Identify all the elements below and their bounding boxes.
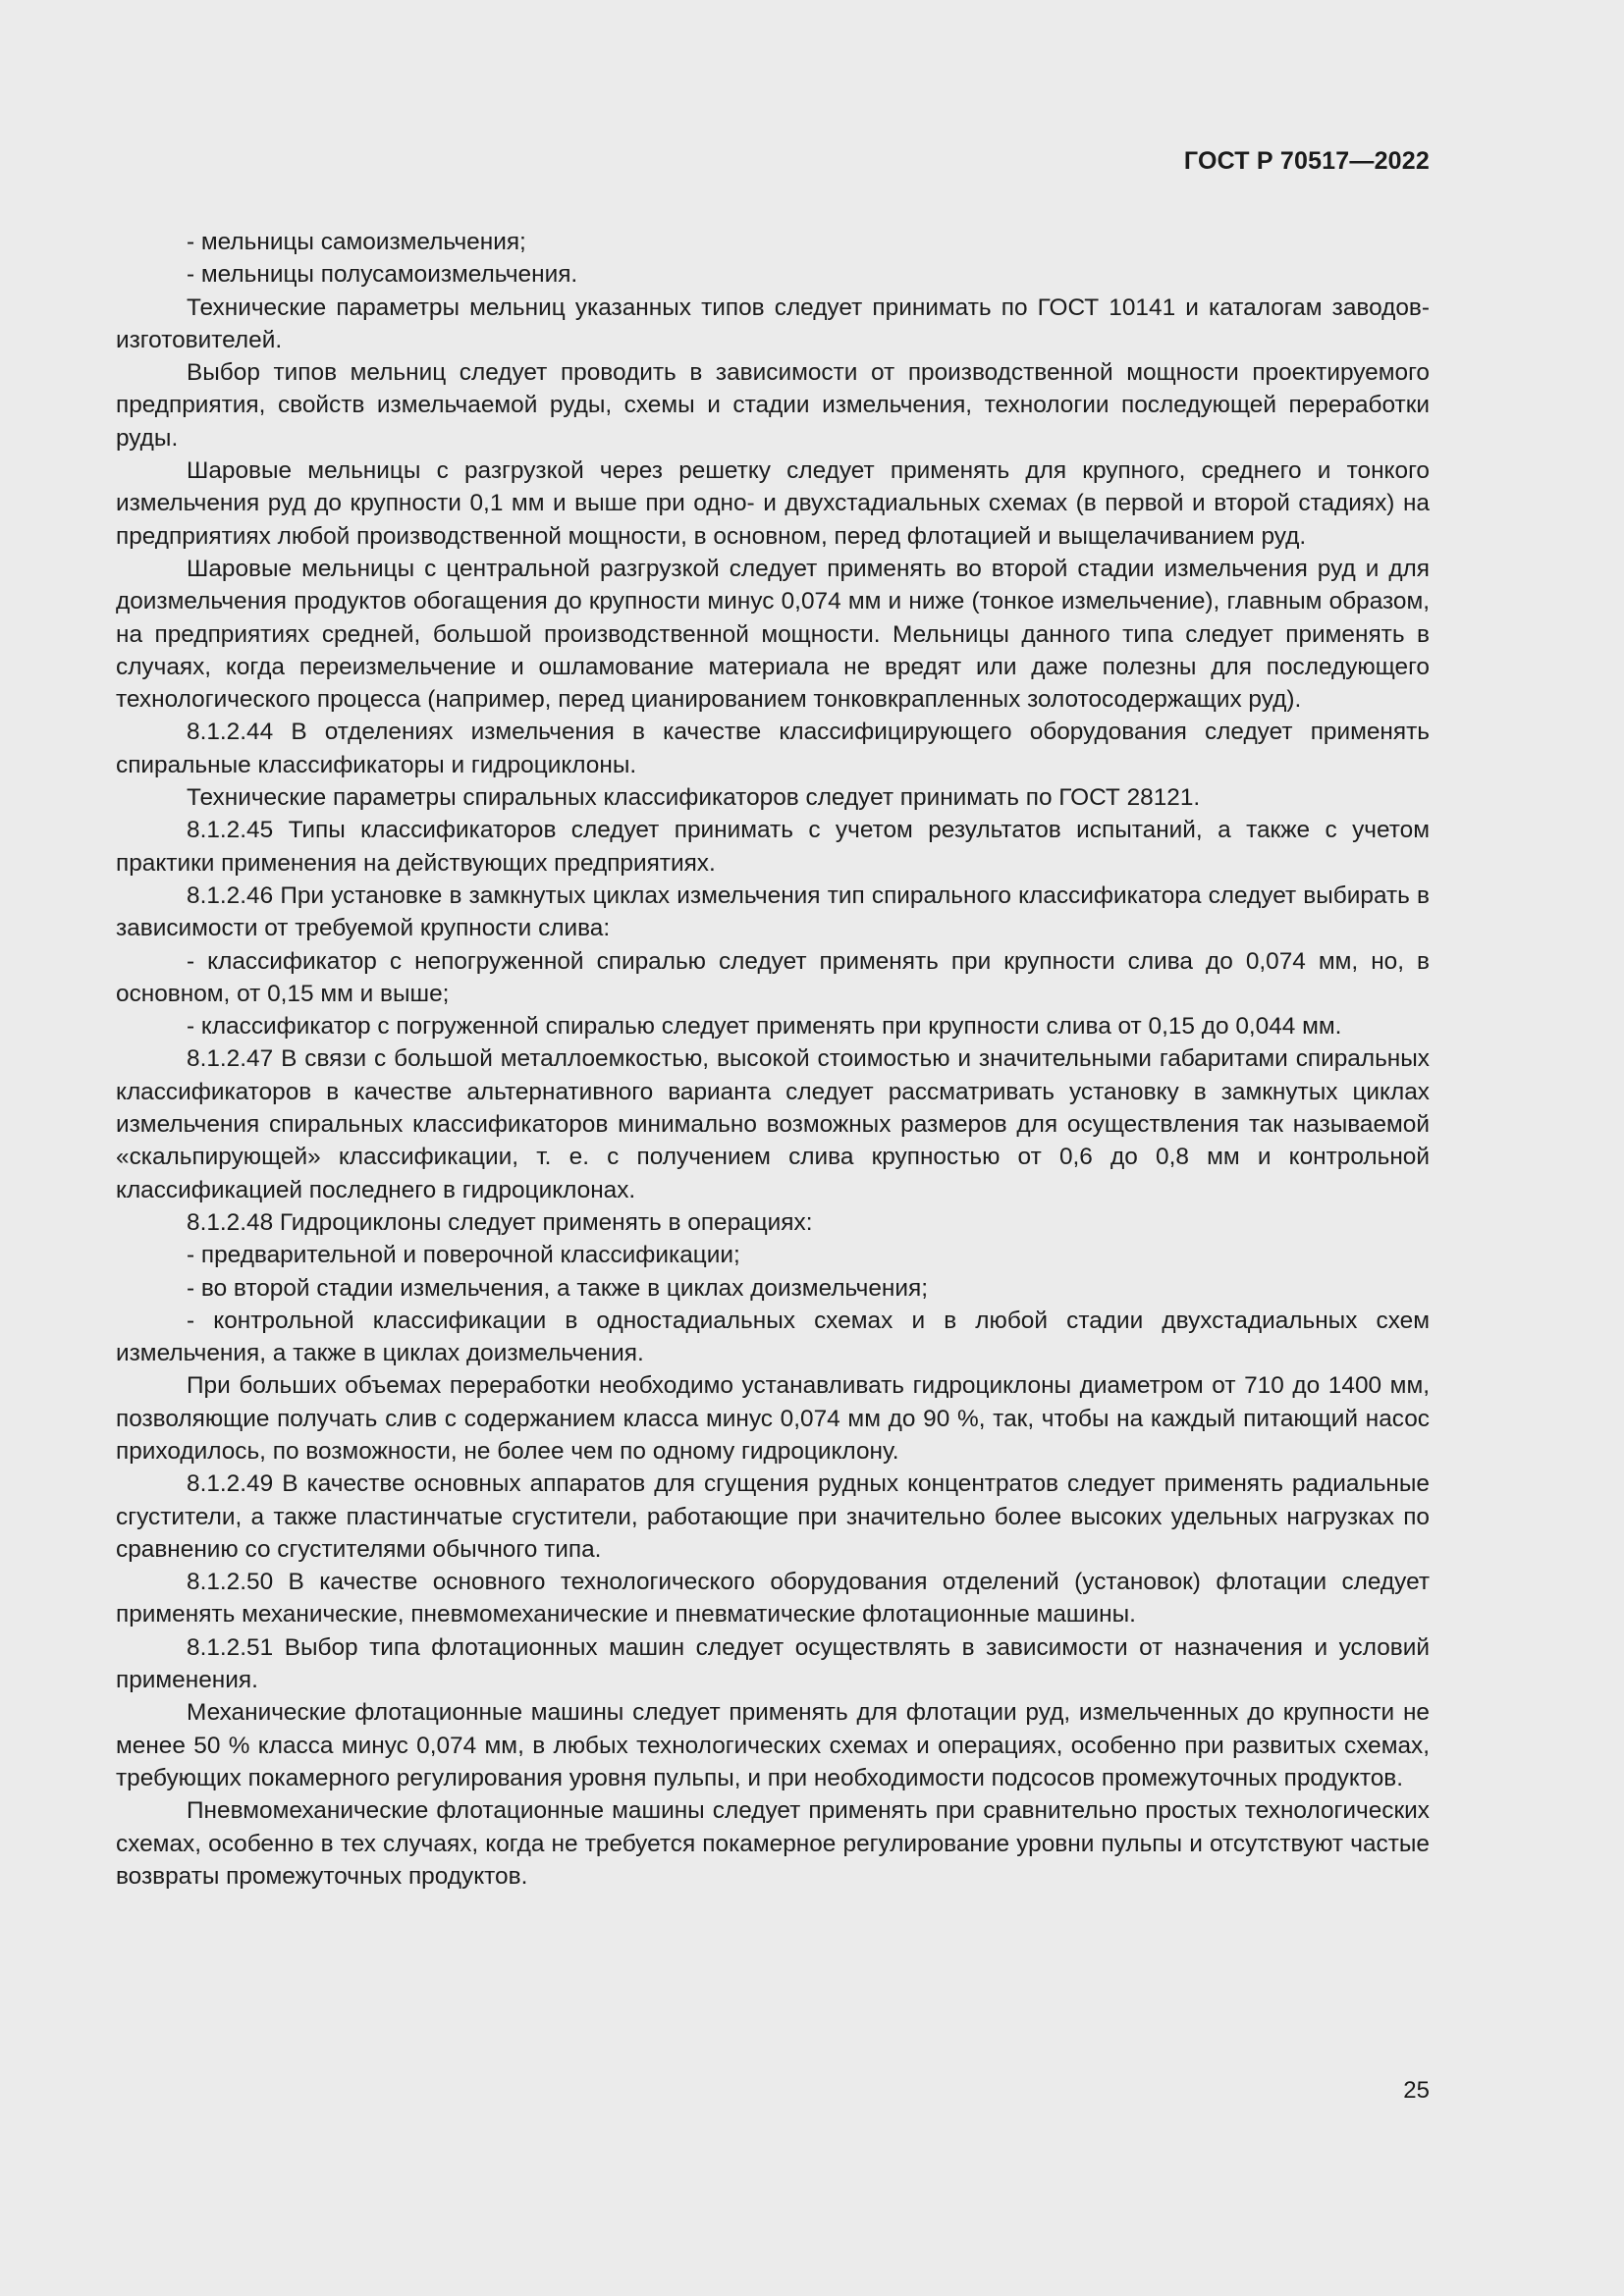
paragraph-17: - контрольной классификации в одностадиальных схемах и в любой стадии двухстадиальных схем измельчения, а также в циклах доизмельчения. — [116, 1307, 1430, 1367]
paragraph-19: 8.1.2.49 В качестве основных аппаратов для сгущения рудных концентратов следует применять радиальные сгустители, а также пластинчатые сгустители, работающие при значительно более высоких удельных нагрузках по сравнению со сгустителями обычного типа. — [116, 1470, 1430, 1563]
paragraph-14: 8.1.2.48 Гидроциклоны следует применять в операциях: — [187, 1208, 813, 1236]
paragraph-18: При больших объемах переработки необходимо устанавливать гидроциклоны диаметром от 710 до 1400 мм, позволяющие получать слив с содержанием класса минус 0,074 мм до 90 %, так, чтобы на каждый питающий насос приходилось, по возможности, не более чем по одному гидроциклону. — [116, 1372, 1430, 1465]
paragraph-21: 8.1.2.51 Выбор типа флотационных машин следует осуществлять в зависимости от назначения и условий применения. — [116, 1633, 1430, 1694]
paragraph-13: 8.1.2.47 В связи с большой металлоемкостью, высокой стоимостью и значительными габаритами спиральных классификаторов в качестве альтернативного варианта следует рассматривать установку в замкнутых циклах измельчения спиральных классификаторов минимально возможных размеров для осуществления так называемой «скальпирующей» классификации, т. е. с получением слива крупностью от 0,6 до 0,8 мм и контрольной классификацией последнего в гидроциклонах. — [116, 1045, 1430, 1203]
paragraph-1: - мельницы самоизмельчения; — [187, 229, 526, 255]
paragraph-4: Выбор типов мельниц следует проводить в зависимости от производственной мощности проектируемого предприятия, свойств измельчаемой руды, схемы и стадии измельчения, технологии последующей переработки руды. — [116, 359, 1430, 452]
paragraph-22: Механические флотационные машины следует применять для флотации руд, измельченных до крупности не менее 50 % класса минус 0,074 мм, в любых технологических схемах и операциях, особенно при развитых схемах, требующих покамерного регулирования уровня пульпы, и при необходимости подсосов промежуточных продуктов. — [116, 1699, 1430, 1791]
paragraph-23: Пневмомеханические флотационные машины следует применять при сравнительно простых технологических схемах, особенно в тех случаях, когда не требуется покамерное регулирование уровни пульпы и отсутствуют частые возвраты промежуточных продуктов. — [116, 1797, 1430, 1890]
paragraph-8: Технические параметры спиральных классификаторов следует принимать по ГОСТ 28121. — [187, 784, 1201, 812]
paragraph-3: Технические параметры мельниц указанных типов следует принимать по ГОСТ 10141 и каталогам заводов-изготовителей. — [116, 294, 1430, 353]
paragraph-7: 8.1.2.44 В отделениях измельчения в качестве классифицирующего оборудования следует применять спиральные классификаторы и гидроциклоны. — [116, 719, 1430, 778]
paragraph-6: Шаровые мельницы с центральной разгрузкой следует применять во второй стадии измельчения руд и для доизмельчения продуктов обогащения до крупности минус 0,074 мм и ниже (тонкое измельчение), главным образом, на предприятиях средней, большой производственной мощности. Мельницы данного типа следует применять в случаях, когда переизмельчение и ошламование материала не вредят или даже полезны для последующего технологического процесса (например, перед цианированием тонковкрапленных золотосодержащих руд). — [116, 555, 1430, 714]
paragraph-5: Шаровые мельницы с разгрузкой через решетку следует применять для крупного, среднего и тонкого измельчения руд до крупности 0,1 мм и выше при одно- и двухстадиальных схемах (в первой и второй стадиях) на предприятиях любой производственной мощности, в основном, перед флотацией и выщелачиванием руд. — [116, 457, 1430, 550]
body-text — [116, 226, 1430, 1893]
paragraph-2: - мельницы полусамоизмельчения. — [187, 261, 578, 289]
document-code-header: ГОСТ Р 70517—2022 — [1183, 147, 1430, 175]
page-number: 25 — [1403, 2077, 1430, 2104]
paragraph-9: 8.1.2.45 Типы классификаторов следует принимать с учетом результатов испытаний, а также с учетом практики применения на действующих предприятиях. — [116, 817, 1430, 877]
paragraph-15: - предварительной и поверочной классификации; — [187, 1242, 740, 1269]
paragraph-16: - во второй стадии измельчения, а также в циклах доизмельчения; — [187, 1274, 928, 1302]
paragraph-12: - классификатор с погруженной спиралью следует применять при крупности слива от 0,15 до 0,044 мм. — [187, 1013, 1342, 1041]
paragraph-11: - классификатор с непогруженной спиралью следует применять при крупности слива до 0,074 мм, но, в основном, от 0,15 мм и выше; — [116, 947, 1430, 1007]
paragraph-20: 8.1.2.50 В качестве основного технологического оборудования отделений (установок) флотации следует применять механические, пневмомеханические и пневматические флотационные машины. — [116, 1569, 1430, 1629]
paragraph-10: 8.1.2.46 При установке в замкнутых циклах измельчения тип спирального классификатора следует выбирать в зависимости от требуемой крупности слива: — [116, 881, 1430, 942]
